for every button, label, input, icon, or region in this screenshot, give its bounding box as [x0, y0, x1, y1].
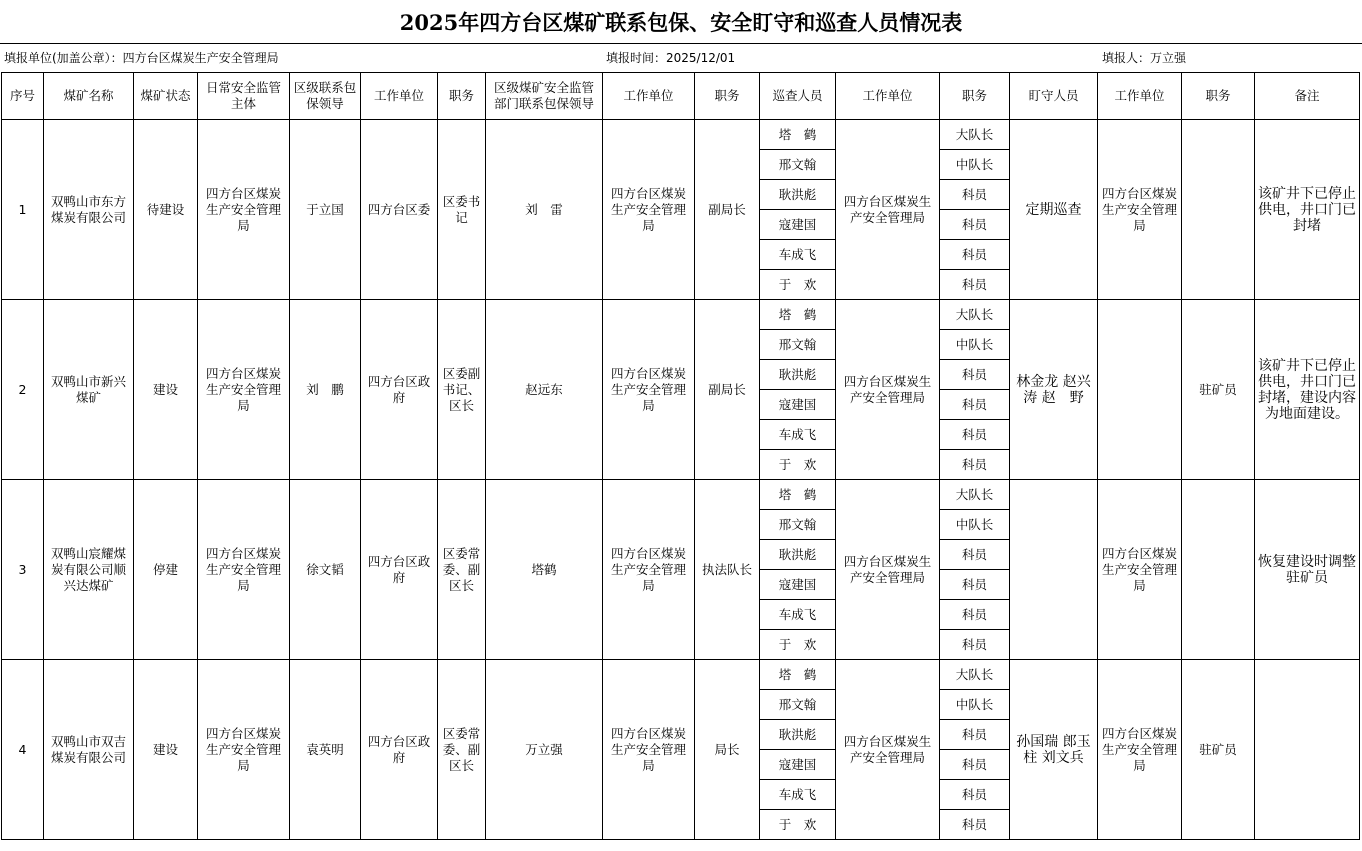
patrol-title: 科员: [940, 210, 1010, 240]
dept-leader: 万立强: [486, 660, 603, 840]
patrol-member: 于 欢: [760, 450, 836, 480]
personnel-table: [1, 72, 1360, 840]
mine-status: 建设: [134, 660, 198, 840]
patrol-member: 耿洪彪: [760, 540, 836, 570]
guard-unit: 四方台区煤炭生产安全管理局: [1098, 120, 1182, 300]
table-row: [2, 120, 1360, 150]
dept-title: 局长: [695, 660, 760, 840]
header-cell: 职务: [1182, 73, 1255, 120]
patrol-member: 耿洪彪: [760, 720, 836, 750]
patrol-member: 车成飞: [760, 600, 836, 630]
patrol-title: 中队长: [940, 690, 1010, 720]
guard-unit: 四方台区煤炭生产安全管理局: [1098, 480, 1182, 660]
supervisor-unit: 四方台区煤炭生产安全管理局: [198, 480, 290, 660]
leader-title: 区委副书记、区长: [438, 300, 486, 480]
dept-unit: 四方台区煤炭生产安全管理局: [603, 120, 695, 300]
header-cell: 工作单位: [361, 73, 438, 120]
header-cell: 巡查人员: [760, 73, 836, 120]
district-leader: 于立国: [290, 120, 361, 300]
patrol-unit: 四方台区煤炭生产安全管理局: [836, 120, 940, 300]
supervisor-unit: 四方台区煤炭生产安全管理局: [198, 120, 290, 300]
guard-title: [1182, 120, 1255, 300]
row-number: 3: [2, 480, 44, 660]
patrol-member: 耿洪彪: [760, 180, 836, 210]
patrol-title: 中队长: [940, 330, 1010, 360]
reporter: 填报人：万立强: [1102, 51, 1187, 65]
mine-name: 双鸭山市新兴煤矿: [44, 300, 134, 480]
patrol-member: 邢文翰: [760, 150, 836, 180]
mine-status: 待建设: [134, 120, 198, 300]
patrol-member: 邢文翰: [760, 690, 836, 720]
dept-title: 执法队长: [695, 480, 760, 660]
reporting-unit: 填报单位(加盖公章）：四方台区煤炭生产安全管理局: [4, 51, 279, 65]
patrol-title: 科员: [940, 750, 1010, 780]
patrol-title: 科员: [940, 600, 1010, 630]
patrol-member: 寇建国: [760, 390, 836, 420]
patrol-member: 寇建国: [760, 570, 836, 600]
patrol-title: 中队长: [940, 150, 1010, 180]
dept-title: 副局长: [695, 300, 760, 480]
remark: 该矿井下已停止供电，井口门已封堵: [1255, 120, 1360, 300]
header-cell: 职务: [695, 73, 760, 120]
header-cell: 职务: [940, 73, 1010, 120]
patrol-title: 科员: [940, 570, 1010, 600]
patrol-member: 塔 鹤: [760, 300, 836, 330]
mine-status: 停建: [134, 480, 198, 660]
leader-unit: 四方台区政府: [361, 660, 438, 840]
remark: [1255, 660, 1360, 840]
patrol-title: 科员: [940, 180, 1010, 210]
patrol-unit: 四方台区煤炭生产安全管理局: [836, 480, 940, 660]
patrol-member: 于 欢: [760, 810, 836, 840]
patrol-title: 大队长: [940, 120, 1010, 150]
patrol-title: 科员: [940, 810, 1010, 840]
patrol-title: 科员: [940, 360, 1010, 390]
patrol-title: 大队长: [940, 300, 1010, 330]
district-leader: 袁英明: [290, 660, 361, 840]
header-cell: 备注: [1255, 73, 1360, 120]
header-cell: 盯守人员: [1010, 73, 1098, 120]
guard-person: 林金龙 赵兴涛 赵 野: [1010, 300, 1098, 480]
dept-title: 副局长: [695, 120, 760, 300]
leader-unit: 四方台区委: [361, 120, 438, 300]
header-cell: 煤矿状态: [134, 73, 198, 120]
patrol-member: 邢文翰: [760, 330, 836, 360]
header-cell: 工作单位: [1098, 73, 1182, 120]
mine-name: 双鸭山市东方煤炭有限公司: [44, 120, 134, 300]
patrol-member: 耿洪彪: [760, 360, 836, 390]
guard-unit: 四方台区煤炭生产安全管理局: [1098, 660, 1182, 840]
header-cell: 序号: [2, 73, 44, 120]
remark: 该矿井下已停止供电，井口门已封堵，建设内容为地面建设。: [1255, 300, 1360, 480]
guard-person: [1010, 480, 1098, 660]
patrol-title: 科员: [940, 720, 1010, 750]
leader-unit: 四方台区政府: [361, 480, 438, 660]
patrol-title: 科员: [940, 450, 1010, 480]
remark: 恢复建设时调整驻矿员: [1255, 480, 1360, 660]
dept-leader: 塔鹤: [486, 480, 603, 660]
leader-title: 区委常委、副区长: [438, 660, 486, 840]
header-cell: 区级联系包保领导: [290, 73, 361, 120]
patrol-member: 寇建国: [760, 750, 836, 780]
patrol-title: 科员: [940, 630, 1010, 660]
header-row: [2, 73, 1360, 120]
patrol-member: 塔 鹤: [760, 480, 836, 510]
sheet-title: 2025年四方台区煤矿联系包保、安全盯守和巡查人员情况表: [0, 0, 1362, 44]
patrol-title: 科员: [940, 390, 1010, 420]
supervisor-unit: 四方台区煤炭生产安全管理局: [198, 660, 290, 840]
header-cell: 区级煤矿安全监管部门联系包保领导: [486, 73, 603, 120]
patrol-title: 科员: [940, 420, 1010, 450]
header-cell: 日常安全监管主体: [198, 73, 290, 120]
patrol-title: 科员: [940, 540, 1010, 570]
guard-person: 定期巡查: [1010, 120, 1098, 300]
district-leader: 刘 鹏: [290, 300, 361, 480]
patrol-member: 车成飞: [760, 240, 836, 270]
dept-leader: 赵远东: [486, 300, 603, 480]
guard-title: 驻矿员: [1182, 300, 1255, 480]
mine-name: 双鸭山市双吉煤炭有限公司: [44, 660, 134, 840]
table-row: [2, 300, 1360, 330]
leader-title: 区委常委、副区长: [438, 480, 486, 660]
patrol-member: 塔 鹤: [760, 660, 836, 690]
patrol-member: 车成飞: [760, 780, 836, 810]
patrol-member: 于 欢: [760, 630, 836, 660]
mine-status: 建设: [134, 300, 198, 480]
patrol-member: 寇建国: [760, 210, 836, 240]
header-cell: 工作单位: [603, 73, 695, 120]
dept-unit: 四方台区煤炭生产安全管理局: [603, 660, 695, 840]
dept-leader: 刘 雷: [486, 120, 603, 300]
patrol-title: 科员: [940, 240, 1010, 270]
patrol-title: 大队长: [940, 480, 1010, 510]
guard-title: 驻矿员: [1182, 660, 1255, 840]
header-cell: 工作单位: [836, 73, 940, 120]
patrol-unit: 四方台区煤炭生产安全管理局: [836, 300, 940, 480]
patrol-member: 塔 鹤: [760, 120, 836, 150]
leader-unit: 四方台区政府: [361, 300, 438, 480]
leader-title: 区委书记: [438, 120, 486, 300]
patrol-member: 邢文翰: [760, 510, 836, 540]
mine-name: 双鸭山宸耀煤炭有限公司顺兴达煤矿: [44, 480, 134, 660]
guard-person: 孙国瑞 郎玉柱 刘文兵: [1010, 660, 1098, 840]
supervisor-unit: 四方台区煤炭生产安全管理局: [198, 300, 290, 480]
row-number: 4: [2, 660, 44, 840]
row-number: 1: [2, 120, 44, 300]
patrol-title: 科员: [940, 780, 1010, 810]
district-leader: 徐文韬: [290, 480, 361, 660]
dept-unit: 四方台区煤炭生产安全管理局: [603, 480, 695, 660]
dept-unit: 四方台区煤炭生产安全管理局: [603, 300, 695, 480]
table-row: [2, 480, 1360, 510]
guard-unit: [1098, 300, 1182, 480]
header-cell: 煤矿名称: [44, 73, 134, 120]
patrol-unit: 四方台区煤炭生产安全管理局: [836, 660, 940, 840]
patrol-member: 车成飞: [760, 420, 836, 450]
guard-title: [1182, 480, 1255, 660]
header-cell: 职务: [438, 73, 486, 120]
table-row: [2, 660, 1360, 690]
patrol-title: 大队长: [940, 660, 1010, 690]
reporting-time: 填报时间：2025/12/01: [606, 51, 736, 65]
patrol-title: 科员: [940, 270, 1010, 300]
patrol-member: 于 欢: [760, 270, 836, 300]
row-number: 2: [2, 300, 44, 480]
patrol-title: 中队长: [940, 510, 1010, 540]
